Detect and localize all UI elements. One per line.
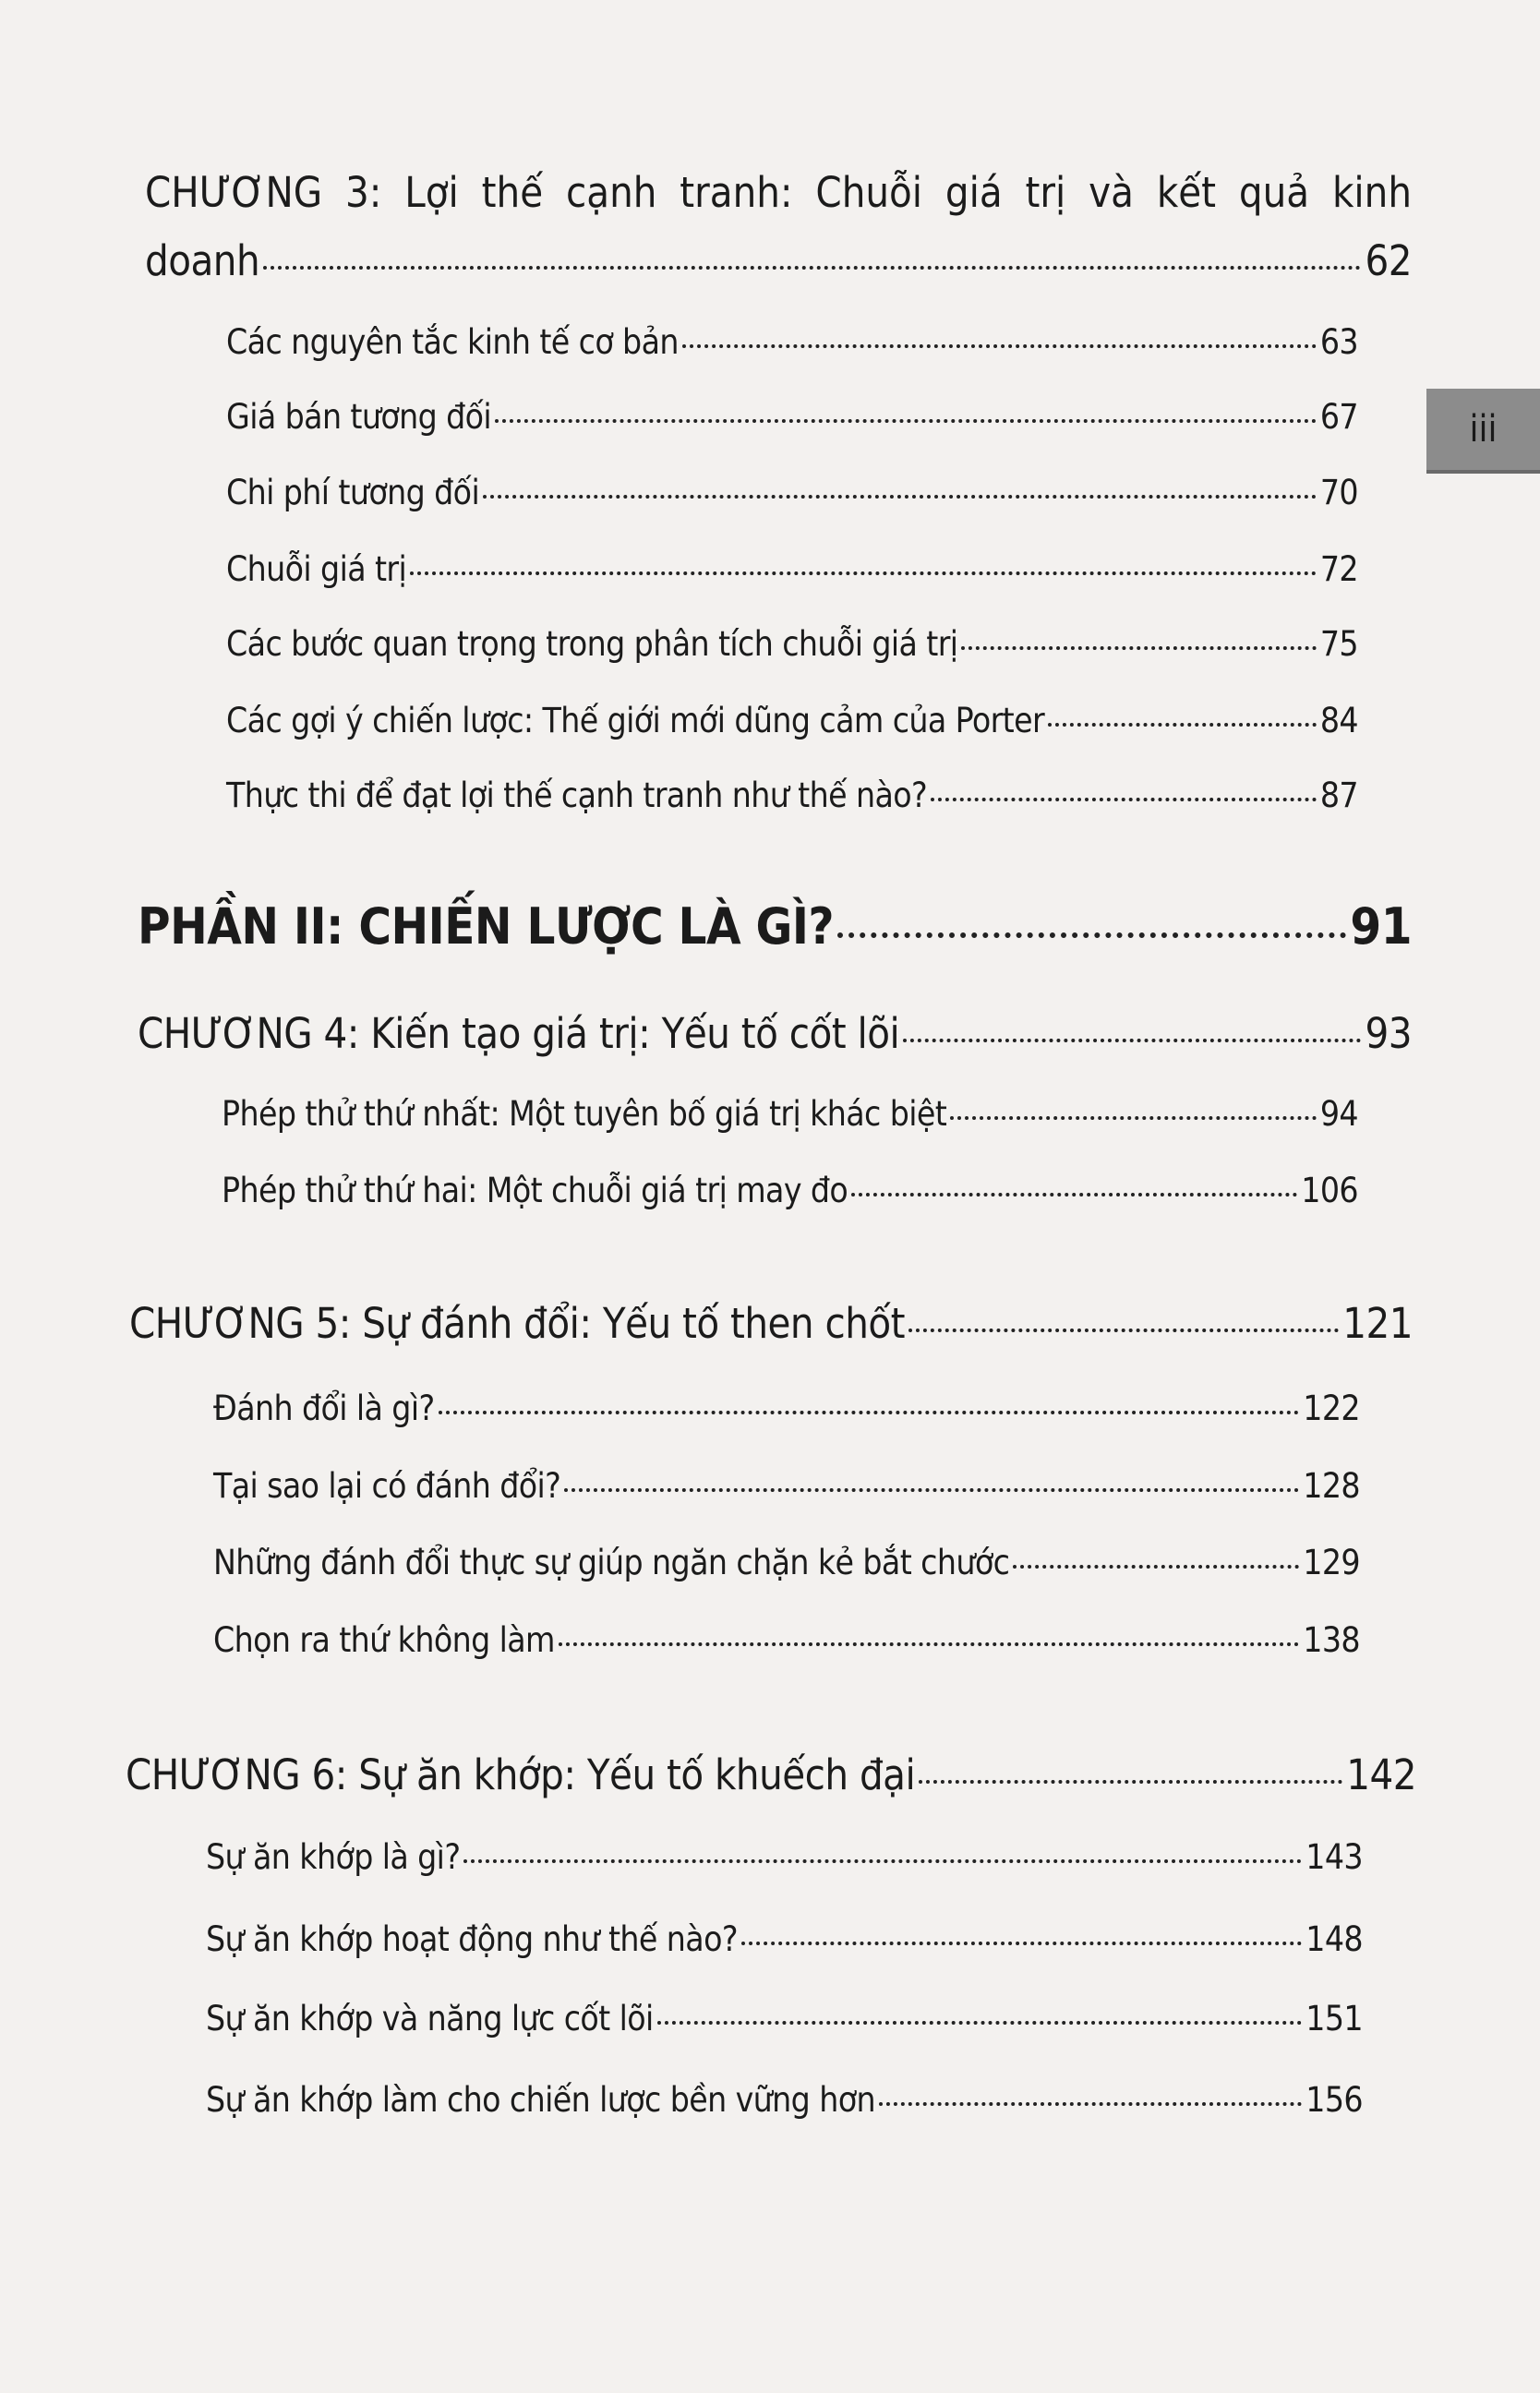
toc-page: 62 (1365, 236, 1412, 285)
toc-label: PHẦN II: CHIẾN LƯỢC LÀ GÌ? (138, 897, 835, 956)
toc-label: Sự ăn khớp làm cho chiến lược bền vững hơn (206, 2080, 875, 2120)
toc-page: 138 (1303, 1620, 1360, 1660)
toc-label: CHƯƠNG 6: Sự ăn khớp: Yếu tố khuếch đại (126, 1750, 916, 1799)
toc-page: 142 (1346, 1750, 1416, 1799)
toc-entry-chapter-6[interactable] (126, 1750, 1416, 1799)
toc-label: doanh (145, 236, 260, 285)
dot-leader (903, 1039, 1361, 1042)
toc-sub-entry[interactable] (226, 322, 1358, 362)
dot-leader (1013, 1565, 1299, 1569)
toc-sub-entry[interactable] (206, 2080, 1363, 2120)
toc-page: 75 (1319, 624, 1358, 664)
toc-label: Chi phí tương đối (226, 473, 480, 512)
toc-label: CHƯƠNG 4: Kiến tạo giá trị: Yếu tố cốt lõi (138, 1009, 900, 1058)
toc-entry-chapter-5[interactable] (129, 1299, 1413, 1348)
toc-sub-entry[interactable] (213, 1620, 1360, 1660)
toc-sub-entry[interactable] (213, 1543, 1360, 1582)
dot-leader (495, 419, 1317, 423)
page-number-label: iii (1469, 408, 1498, 451)
toc-label: Những đánh đổi thực sự giúp ngăn chặn kẻ bắt chước (213, 1543, 1010, 1582)
toc-label: Chọn ra thứ không làm (213, 1620, 555, 1660)
dot-leader (559, 1642, 1299, 1646)
dot-leader (879, 2102, 1302, 2106)
toc-label: Phép thử thứ hai: Một chuỗi giá trị may đo (222, 1171, 848, 1210)
toc-label: CHƯƠNG 5: Sự đánh đổi: Yếu tố then chốt (129, 1299, 906, 1348)
dot-leader (410, 571, 1317, 575)
toc-page: 67 (1319, 397, 1358, 437)
toc-page: 151 (1305, 1999, 1363, 2038)
dot-leader (463, 1859, 1302, 1863)
dot-leader (919, 1780, 1342, 1784)
toc-label: Sự ăn khớp và năng lực cốt lõi (206, 1999, 654, 2038)
dot-leader (908, 1329, 1339, 1332)
toc-page: 70 (1319, 473, 1358, 512)
toc-sub-entry[interactable] (206, 1837, 1363, 1877)
toc-sub-entry[interactable] (222, 1094, 1358, 1134)
toc-sub-entry[interactable] (213, 1389, 1360, 1428)
toc-page: 122 (1303, 1389, 1360, 1428)
toc-page: 148 (1305, 1919, 1363, 1959)
toc-label: Các bước quan trọng trong phân tích chuỗi giá trị (226, 624, 958, 664)
dot-leader (483, 495, 1317, 499)
toc-page: 128 (1303, 1466, 1360, 1506)
toc-label: Đánh đổi là gì? (213, 1389, 435, 1428)
toc-sub-entry[interactable] (226, 397, 1358, 437)
toc-page: 129 (1303, 1543, 1360, 1582)
dot-leader (741, 1942, 1302, 1945)
toc-label: Giá bán tương đối (226, 397, 492, 437)
toc-page: 106 (1301, 1171, 1358, 1210)
dot-leader (961, 646, 1316, 650)
toc-page: 93 (1365, 1009, 1412, 1058)
toc-label: Thực thi để đạt lợi thế cạnh tranh như thế nào? (226, 776, 928, 815)
toc-label: Sự ăn khớp hoạt động như thế nào? (206, 1919, 738, 1959)
toc-page: 87 (1319, 776, 1358, 815)
toc-page: 156 (1305, 2080, 1363, 2120)
toc-label: Phép thử thứ nhất: Một tuyên bố giá trị khác biệt (222, 1094, 947, 1134)
toc-label: Tại sao lại có đánh đổi? (213, 1466, 561, 1506)
dot-leader (851, 1193, 1297, 1196)
toc-sub-entry[interactable] (206, 1919, 1363, 1959)
toc-page: 91 (1350, 897, 1412, 956)
toc-sub-entry[interactable] (222, 1171, 1358, 1210)
toc-entry-chapter-3[interactable] (145, 236, 1412, 285)
toc-page: 94 (1319, 1094, 1358, 1134)
toc-sub-entry[interactable] (226, 549, 1358, 589)
toc-sub-entry[interactable] (206, 1999, 1363, 2038)
chapter-3-title-text: CHƯƠNG 3: Lợi thế cạnh tranh: Chuỗi giá trị và kết quả kinh (145, 168, 1412, 217)
toc-sub-entry[interactable] (213, 1466, 1360, 1506)
page-number-tab (1426, 389, 1540, 474)
toc-page: 143 (1305, 1837, 1363, 1877)
toc-entry-chapter-4[interactable] (138, 1009, 1412, 1058)
toc-sub-entry[interactable] (226, 701, 1358, 740)
chapter-3-title-line1[interactable] (145, 168, 1412, 217)
dot-leader (263, 266, 1361, 270)
toc-entry-part-2[interactable] (138, 897, 1412, 956)
dot-leader (950, 1116, 1317, 1120)
toc-label: Các nguyên tắc kinh tế cơ bản (226, 322, 679, 362)
toc-page: 121 (1342, 1299, 1413, 1348)
dot-leader (837, 932, 1346, 938)
toc-page: 63 (1319, 322, 1358, 362)
toc-sub-entry[interactable] (226, 473, 1358, 512)
dot-leader (931, 798, 1317, 801)
toc-page: 84 (1319, 701, 1358, 740)
toc-label: Các gợi ý chiến lược: Thế giới mới dũng cảm của Porter (226, 701, 1045, 740)
toc-label: Sự ăn khớp là gì? (206, 1837, 461, 1877)
dot-leader (439, 1411, 1300, 1414)
toc-page: 72 (1319, 549, 1358, 589)
toc-label: Chuỗi giá trị (226, 549, 407, 589)
dot-leader (682, 344, 1317, 348)
toc-sub-entry[interactable] (226, 776, 1358, 815)
dot-leader (564, 1488, 1299, 1492)
dot-leader (1048, 723, 1317, 727)
dot-leader (657, 2021, 1303, 2025)
toc-sub-entry[interactable] (226, 624, 1358, 664)
